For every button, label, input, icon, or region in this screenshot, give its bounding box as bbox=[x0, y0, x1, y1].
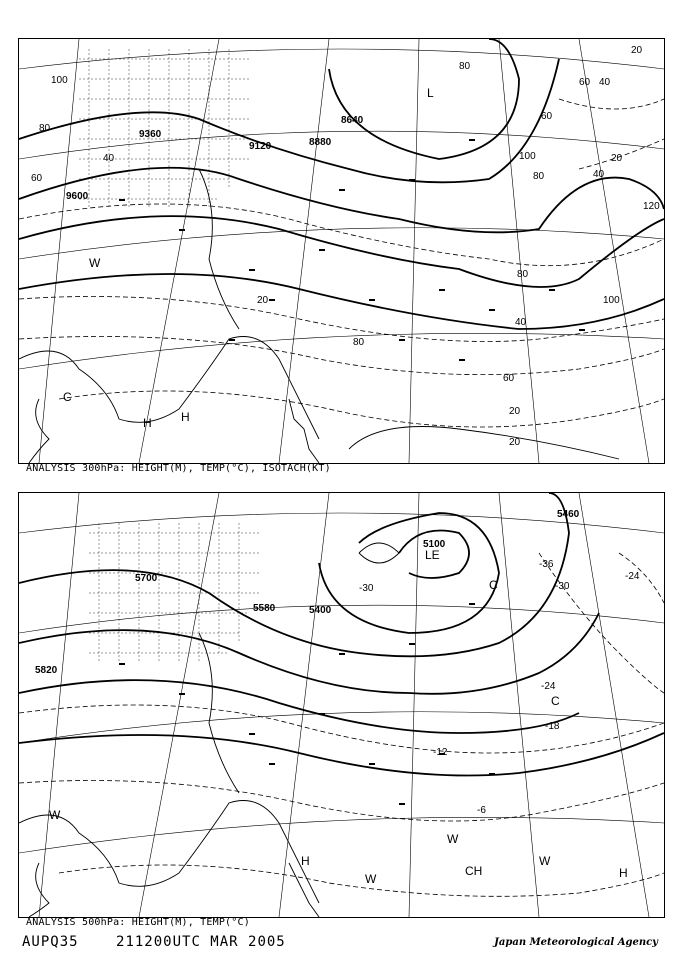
temp-label: -36 bbox=[539, 559, 554, 570]
isotach-label: 20 bbox=[257, 295, 269, 306]
high-symbol: CH bbox=[465, 864, 483, 878]
isotach-label: 60 bbox=[31, 173, 43, 184]
high-symbol: H bbox=[143, 416, 152, 430]
warm-symbol: W bbox=[49, 808, 61, 822]
agency-name: Japan Meteorological Agency bbox=[494, 937, 658, 948]
height-label: 5700 bbox=[135, 573, 158, 584]
isotach-label: 80 bbox=[459, 61, 471, 72]
valid-datetime: 211200UTC MAR 2005 bbox=[116, 934, 286, 950]
temp-label: -6 bbox=[477, 805, 486, 816]
isotach-label: 80 bbox=[39, 123, 51, 134]
high-symbol: H bbox=[181, 410, 190, 424]
height-label: 9360 bbox=[139, 129, 162, 140]
height-label: 8640 bbox=[341, 115, 364, 126]
chart-300hpa bbox=[18, 38, 665, 464]
height-label: 5100 bbox=[423, 539, 446, 550]
warm-symbol: W bbox=[539, 854, 551, 868]
warm-symbol: W bbox=[365, 872, 377, 886]
isotach-label: 20 bbox=[509, 437, 521, 448]
product-code: AUPQ35 bbox=[22, 934, 79, 950]
isotach-label: 60 bbox=[503, 373, 515, 384]
chart-500hpa-map bbox=[19, 493, 664, 917]
isotach-label: 100 bbox=[51, 75, 68, 86]
high-symbol: H bbox=[301, 854, 310, 868]
isotach-label: 40 bbox=[103, 153, 115, 164]
isotach-label: 20 bbox=[611, 153, 623, 164]
height-label: 5460 bbox=[557, 509, 580, 520]
low-symbol: L bbox=[427, 86, 434, 100]
isotach-label: 100 bbox=[603, 295, 620, 306]
isotach-label: 60 bbox=[579, 77, 591, 88]
cold-symbol: C bbox=[551, 694, 560, 708]
isotach-label: 40 bbox=[515, 317, 527, 328]
chart-500hpa-caption: ANALYSIS 500hPa: HEIGHT(M), TEMP(°C) bbox=[26, 917, 250, 928]
temp-label: -18 bbox=[545, 721, 560, 732]
chart-500hpa bbox=[18, 492, 665, 918]
temp-label: -24 bbox=[541, 681, 556, 692]
height-label: 5400 bbox=[309, 605, 332, 616]
warm-symbol: W bbox=[447, 832, 459, 846]
temp-label: -30 bbox=[555, 581, 570, 592]
height-label: 5580 bbox=[253, 603, 276, 614]
isotach-label: 40 bbox=[599, 77, 611, 88]
isotach-label: 80 bbox=[517, 269, 529, 280]
isotach-label: 20 bbox=[631, 45, 643, 56]
height-label: 9600 bbox=[66, 191, 89, 202]
temp-label: -12 bbox=[433, 747, 448, 758]
isotach-label: 40 bbox=[593, 169, 605, 180]
height-label: 5820 bbox=[35, 665, 58, 676]
cold-symbol: C bbox=[489, 578, 498, 592]
isotach-label: 80 bbox=[353, 337, 365, 348]
isotach-label: 100 bbox=[519, 151, 536, 162]
height-label: 8880 bbox=[309, 137, 332, 148]
product-header bbox=[22, 934, 314, 950]
high-symbol: H bbox=[619, 866, 628, 880]
warm-symbol: W bbox=[89, 256, 101, 270]
isotach-label: 80 bbox=[533, 171, 545, 182]
chart-300hpa-caption: ANALYSIS 300hPa: HEIGHT(M), TEMP(°C), ISOTACH(KT) bbox=[26, 463, 331, 474]
low-symbol: LE bbox=[425, 548, 440, 562]
height-label: 9120 bbox=[249, 141, 272, 152]
chart-300hpa-map bbox=[19, 39, 664, 463]
temp-label: -24 bbox=[625, 571, 640, 582]
temp-label: -30 bbox=[359, 583, 374, 594]
isotach-label: 60 bbox=[541, 111, 553, 122]
cold-symbol: C bbox=[63, 390, 72, 404]
isotach-label: 20 bbox=[509, 406, 521, 417]
isotach-label: 120 bbox=[643, 201, 660, 212]
